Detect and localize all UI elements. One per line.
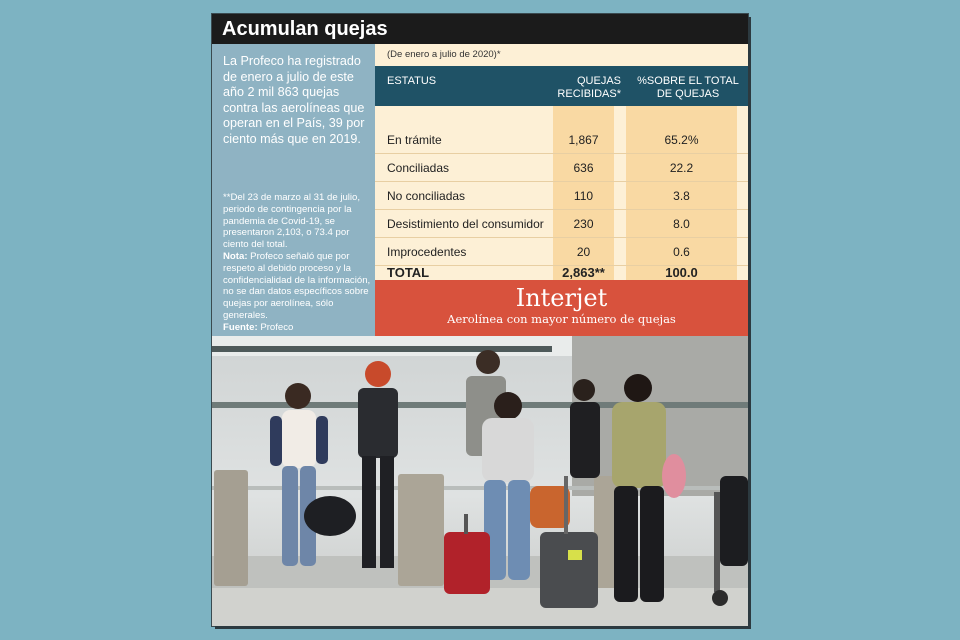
table-period: (De enero a julio de 2020)*	[375, 44, 748, 66]
luggage-tag	[568, 550, 582, 560]
total-label: TOTAL	[387, 265, 430, 280]
header-pct-line2: DE QUEJAS	[656, 88, 720, 100]
fuente-text: Profeco	[257, 321, 294, 333]
traveler-woman-left	[270, 383, 356, 566]
airline-banner	[375, 280, 748, 336]
table-body	[375, 106, 748, 280]
gray-suitcase	[540, 532, 598, 608]
table-row	[375, 238, 748, 266]
nota-text: Profeco señaló que por respeto al debido proceso y la confidencialidad de la información, no se dan datos específicos sobre quejas por aerolínea, sólo generales.	[223, 250, 371, 321]
table-header	[375, 66, 748, 106]
row-quejas: 230	[573, 217, 594, 231]
table-row	[375, 182, 748, 210]
headline: Acumulan quejas	[212, 14, 748, 44]
row-quejas: 20	[576, 245, 591, 259]
row-pct: 22.2	[669, 161, 694, 175]
header-pct-line1: %SOBRE EL TOTAL	[637, 75, 739, 87]
red-suitcase-handle	[464, 514, 468, 534]
row-pct: 65.2%	[664, 133, 699, 147]
sidebar	[212, 44, 375, 336]
gray-suitcase-handle	[564, 476, 568, 534]
airline-subtitle: Aerolínea con mayor número de quejas	[447, 312, 676, 326]
airline-name: Interjet	[515, 284, 608, 312]
row-status: En trámite	[387, 133, 442, 147]
red-suitcase	[444, 532, 490, 594]
nota-label: Nota:	[223, 250, 248, 262]
row-pct: 8.0	[673, 217, 690, 231]
bollard	[398, 474, 444, 586]
total-quejas: 2,863**	[562, 265, 605, 280]
row-quejas: 110	[573, 189, 594, 203]
bollard	[214, 470, 248, 586]
notes	[223, 192, 371, 334]
airport-photo	[212, 336, 748, 626]
traveler-officer	[358, 361, 398, 568]
row-quejas: 636	[573, 161, 594, 175]
infographic-card	[212, 14, 748, 626]
fuente-label: Fuente:	[223, 321, 258, 333]
header-status: ESTATUS	[387, 75, 437, 87]
row-status: No conciliadas	[387, 189, 466, 203]
table-row	[375, 126, 748, 154]
row-status: Improcedentes	[387, 245, 467, 259]
total-pct: 100.0	[665, 265, 698, 280]
header-quejas-line1: QUEJAS	[576, 75, 621, 87]
row-status: Desistimiento del consumidor	[387, 217, 544, 231]
row-pct: 0.6	[673, 245, 690, 259]
header-quejas-line2: RECIBIDAS*	[557, 88, 621, 100]
row-status: Conciliadas	[387, 161, 450, 175]
table-row-total	[375, 266, 748, 280]
nota	[223, 251, 371, 322]
airport-photo-illustration	[212, 336, 748, 626]
header-pct	[630, 75, 746, 101]
footnote: **Del 23 de marzo al 31 de julio, periodo de contingencia por la pandemia de Covid-19, se presentaron 2,103, o 73.4 por ciento del total.	[223, 192, 361, 251]
table-row	[375, 210, 748, 238]
lead-paragraph: La Profeco ha registrado de enero a julio de este año 2 mil 863 quejas contra las aerolíneas que operan en el País, 39 por ciento más que en 2019.	[223, 54, 365, 146]
table-row	[375, 154, 748, 182]
header-quejas	[545, 75, 621, 101]
ceiling-strip	[212, 346, 552, 352]
row-quejas: 1,867	[568, 133, 599, 147]
fuente	[223, 322, 371, 334]
row-pct: 3.8	[673, 189, 690, 203]
